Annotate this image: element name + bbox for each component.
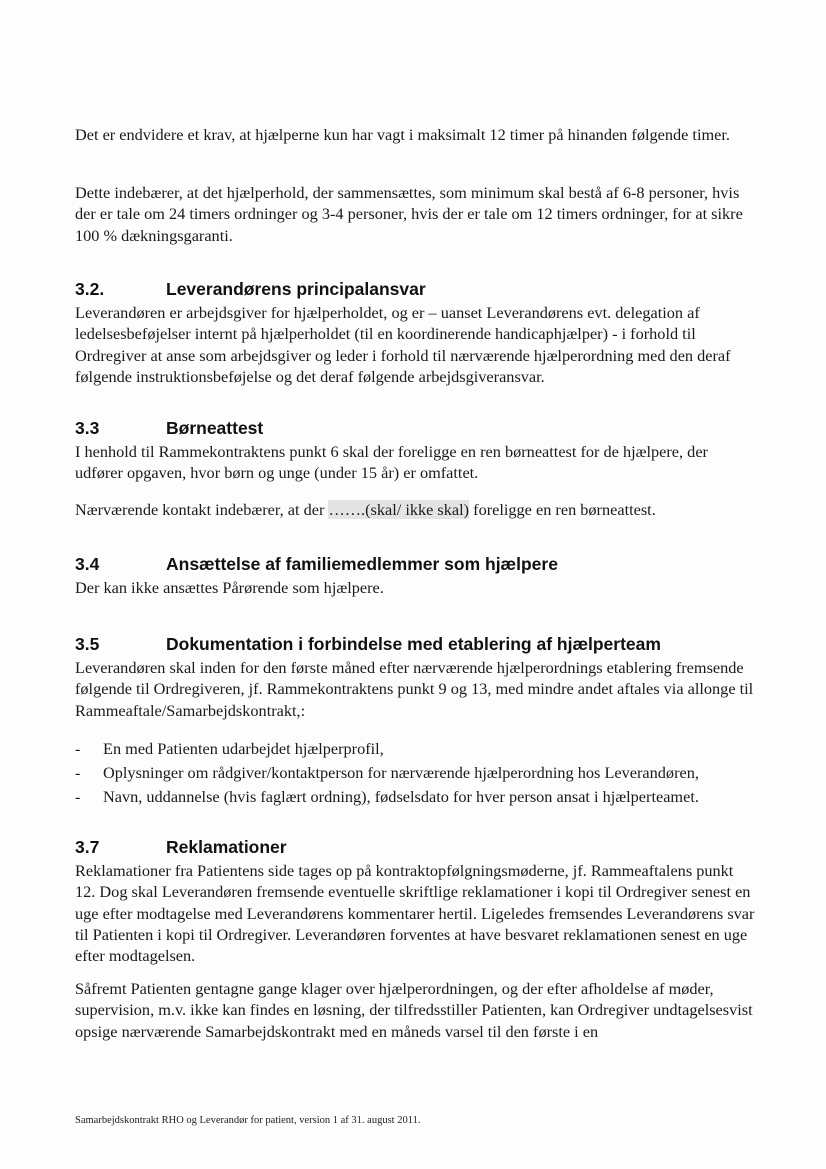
- section-3-4-title: Ansættelse af familiemedlemmer som hjælpere: [166, 554, 558, 574]
- bullet-dash: -: [75, 787, 81, 806]
- paragraph-vagt-krav: Det er endvidere et krav, at hjælperne kun har vagt i maksimalt 12 timer på hinanden følgende timer.: [75, 125, 730, 144]
- paragraph-hjaelperhold: Dette indebærer, at det hjælperhold, der sammensættes, som minimum skal bestå af 6-8 personer, hvis der er tale om 24 timers ordninger og 3-4 personer, hvis der er tale om 12 timers ordninger, for at sikre 100 % dækningsgaranti.: [75, 183, 743, 245]
- section-3-3-body: I henhold til Rammekontraktens punkt 6 skal der foreligge en ren børneattest for de hjælpere, der udfører opgaven, hvor børn og unge (under 15 år) er omfattet.: [75, 442, 708, 483]
- section-3-7-number: 3.7: [75, 837, 100, 857]
- list-item-text: En med Patienten udarbejdet hjælperprofil,: [103, 739, 384, 758]
- section-3-7-body: Reklamationer fra Patientens side tages op på kontraktopfølgningsmøderne, jf. Rammeaftalens punkt 12. Dog skal Leverandøren fremsende eventuelle skriftlige reklamationer i kopi til Ordregiver senest en uge efter modtagelse med Leverandørens kommentarer hertil. Ligeledes fremsendes Leverandørens svar til Patienten i kopi til Ordregiver. Leverandøren forventes at have besvaret reklamationen senest en uge efter modtagelsen.: [75, 861, 755, 966]
- list-item-text: Navn, uddannelse (hvis faglært ordning), fødselsdato for hver person ansat i hjælperteamet.: [103, 787, 699, 806]
- bullet-dash: -: [75, 739, 81, 758]
- section-3-5-title: Dokumentation i forbindelse med etablering af hjælperteam: [166, 634, 661, 654]
- skal-ikke-skal-field: …….(skal/ ikke skal): [328, 500, 470, 519]
- list-item-text: Oplysninger om rådgiver/kontaktperson for nærværende hjælperordning hos Leverandøren,: [103, 763, 699, 782]
- page-footer: Samarbejdskontrakt RHO og Leverandør for patient, version 1 af 31. august 2011.: [75, 1115, 421, 1126]
- section-3-7-body2: Såfremt Patienten gentagne gange klager over hjælperordningen, og der efter afholdelse af møder, supervision, m.v. ikke kan findes en løsning, der tilfredsstiller Patienten, kan Ordregiver undtagelsesvist opsige nærværende Samarbejdskontrakt med en måneds varsel til den første i en: [75, 979, 753, 1041]
- bullet-dash: -: [75, 763, 81, 782]
- section-3-3-body2: [75, 499, 755, 520]
- section-3-7-title: Reklamationer: [166, 837, 287, 857]
- body2-post: foreligge en ren børneattest.: [469, 500, 656, 519]
- section-3-2-title: Leverandørens principalansvar: [166, 279, 426, 299]
- section-3-5-body: Leverandøren skal inden for den første måned efter nærværende hjælperordnings etablering fremsende følgende til Ordregiveren, jf. Rammekontraktens punkt 9 og 13, med mindre andet aftales via allonge til Rammeaftale/Samarbejdskontrakt,:: [75, 658, 754, 720]
- section-3-4-body: Der kan ikke ansættes Pårørende som hjælpere.: [75, 578, 384, 597]
- section-3-2-number: 3.2.: [75, 279, 105, 299]
- body2-pre: Nærværende kontakt indebærer, at der: [75, 500, 329, 519]
- section-3-4-number: 3.4: [75, 554, 100, 574]
- section-3-3-number: 3.3: [75, 418, 100, 438]
- section-3-3-title: Børneattest: [166, 418, 264, 438]
- section-3-2-body: Leverandøren er arbejdsgiver for hjælperholdet, og er – uanset Leverandørens evt. delegation af ledelsesbeføjelser internt på hjælperholdet (til en koordinerende handicaphjælper) - i forhold til Ordregiver at anse som arbejdsgiver og leder i forhold til nærværende hjælperordning med den deraf følgende instruktionsbeføjelse og det deraf følgende arbejdsgiveransvar.: [75, 303, 731, 386]
- section-3-5-number: 3.5: [75, 634, 100, 654]
